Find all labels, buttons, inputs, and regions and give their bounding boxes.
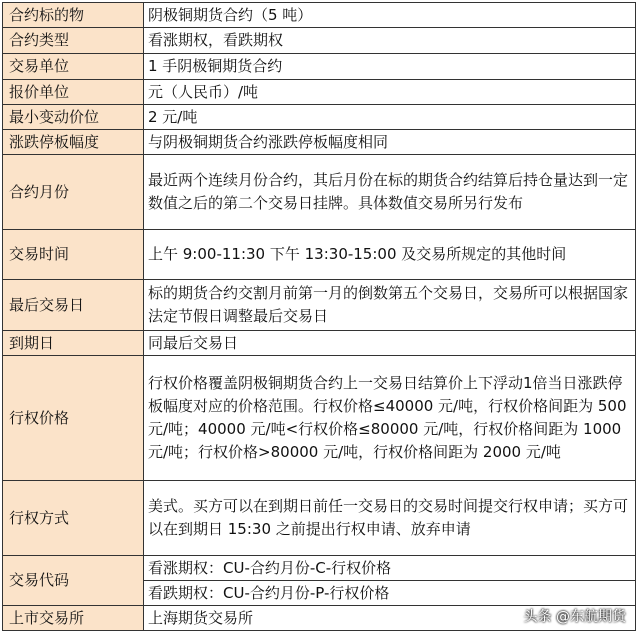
row-key: 行权方式 <box>3 481 144 556</box>
row-value: 美式。买方可以在到期日前任一交易日的交易时间提交行权申请；买方可以在到期日 15:30 之前提出行权申请、放弃申请 <box>144 481 636 556</box>
table-row <box>3 155 636 230</box>
row-key: 上市交易所 <box>3 606 144 631</box>
row-value: 阴极铜期货合约（5 吨） <box>144 3 636 28</box>
row-key: 交易单位 <box>3 54 144 80</box>
row-key: 合约标的物 <box>3 3 144 28</box>
row-value: 行权价格覆盖阴极铜期货合约上一交易日结算价上下浮动1倍当日涨跌停板幅度对应的价格范围。行权价格≤40000 元/吨，行权价格间距为 500 元/吨；40000 元/吨<行权价格≤80000 元/吨，行权价格间距为 1000 元/吨；行权价格>80000 元/吨，行权价格间距为 2000 元/吨 <box>144 356 636 481</box>
row-value: 标的期货合约交割月前第一月的倒数第五个交易日，交易所可以根据国家法定节假日调整最后交易日 <box>144 280 636 331</box>
table-row <box>3 3 636 28</box>
row-key: 报价单位 <box>3 80 144 105</box>
row-key: 合约类型 <box>3 28 144 54</box>
table-row <box>3 280 636 331</box>
row-key: 最小变动价位 <box>3 105 144 130</box>
row-key: 涨跌停板幅度 <box>3 130 144 155</box>
row-value: 与阴极铜期货合约涨跌停板幅度相同 <box>144 130 636 155</box>
row-value: 看涨期权，看跌期权 <box>144 28 636 54</box>
row-key: 最后交易日 <box>3 280 144 331</box>
row-value: 上午 9:00-11:30 下午 13:30-15:00 及交易所规定的其他时间 <box>144 230 636 280</box>
table-row <box>3 130 636 155</box>
table-row <box>3 105 636 130</box>
table-row <box>3 54 636 80</box>
row-key: 交易时间 <box>3 230 144 280</box>
row-key: 合约月份 <box>3 155 144 230</box>
table-row <box>3 331 636 356</box>
row-key: 行权价格 <box>3 356 144 481</box>
row-value: 元（人民币）/吨 <box>144 80 636 105</box>
table-row <box>3 230 636 280</box>
row-value: 看涨期权：CU-合约月份-C-行权价格 <box>144 556 636 581</box>
row-value: 看跌期权：CU-合约月份-P-行权价格 <box>144 581 636 606</box>
row-value: 同最后交易日 <box>144 331 636 356</box>
option-contract-spec-table <box>2 2 636 631</box>
table-row <box>3 356 636 481</box>
row-value: 上海期货交易所 <box>144 606 636 631</box>
row-value: 最近两个连续月份合约，其后月份在标的期货合约结算后持仓量达到一定数值之后的第二个交易日挂牌。具体数值交易所另行发布 <box>144 155 636 230</box>
row-key: 交易代码 <box>3 556 144 606</box>
table-row <box>3 28 636 54</box>
row-value: 1 手阴极铜期货合约 <box>144 54 636 80</box>
watermark: 头条 @东航期货 <box>523 609 626 625</box>
row-key: 到期日 <box>3 331 144 356</box>
row-value: 2 元/吨 <box>144 105 636 130</box>
table-row <box>3 481 636 556</box>
table-row <box>3 556 636 581</box>
table-row <box>3 80 636 105</box>
